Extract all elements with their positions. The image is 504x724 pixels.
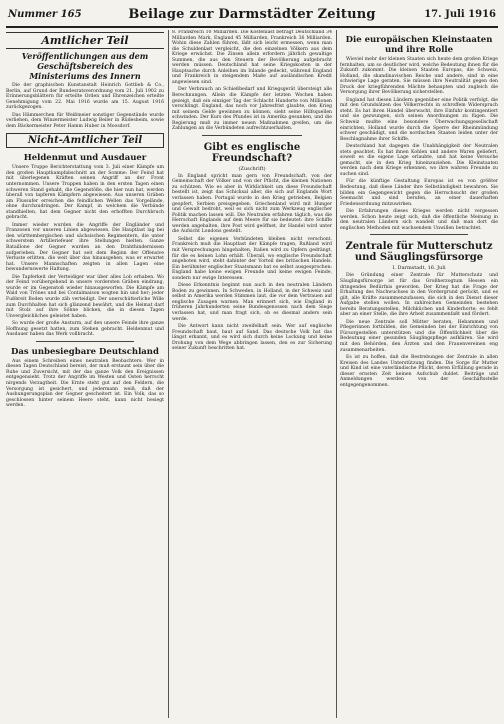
article-paragraph: Die neue Zentrale soll Mütter beraten, Hebammen und Pflegerinnen fortbilden, die Gemeinden bei der Einrichtung von Fürsorgestellen unterstützen und die Öffentlichkeit über die Bedeutung einer gesunden Säuglingspflege aufklären. Sie wird mit den Behörden, den Ärzten und den Frauenvereinen eng zusammenarbeiten. [340, 319, 498, 353]
column-rule [168, 30, 169, 718]
article-paragraph: Deutschland hat dagegen die Unabhängigkeit der Neutralen stets geachtet. Es hat ihnen Kohlen und andere Waren geliefert, soweit es die eigene Lage erlaubte, und hat keine Versuche gemacht, sie in den Krieg hineinzuziehen. Die Kleinstaaten werden nach dem Kriege erkennen, wo ihre wahren Freunde zu suchen sind. [340, 144, 498, 177]
column-right [340, 30, 498, 718]
article-byline: (Zuschrift) [238, 165, 266, 172]
article-paragraph: Die der graphischen Kunstanstalt Heinrich Gottlieb & Co., Berlin, auf Grund der Bundesratsverordnung vom 21. Juli 1902 zu Erinnerungsblättern für erteilte Orden und Ehrenzeichen erteilte Genehmigung vom 22. Mai 1916 wurde am 15. August 1916 zurückgezogen. [6, 83, 164, 111]
newspaper-page [6, 6, 498, 718]
article-paragraph: England hat diesen Ländern gegenüber eine Politik verfolgt, die mit den Grundsätzen des Völkerrechts in schroffem Widerspruch steht. Es hat ihren Handel überwacht, ihre Einfuhr kontingentiert und sie gezwungen, sich seinen Anordnungen zu fügen. Die Schweiz mußte eine besondere Überwachungsgesellschaft einrichten, Holland wurde durch die Sperre der Rheinmündung schwer geschädigt, und die nordischen Staaten leiden unter der Beschlagnahme ihrer Schiffe. [340, 97, 498, 142]
issue-number: Nummer 165 [8, 9, 82, 20]
issue-date: 17. Juli 1916 [424, 9, 496, 20]
article-paragraph: Die Antwort kann nicht zweifelhaft sein. Wer auf englische Freundschaft baut, baut auf Sand. Das deutsche Volk hat das längst erkannt, und es wird sich durch keine Lockung und keine Drohung von dem Wege abbringen lassen, den es zur Sicherung seiner Zukunft beschritten hat. [172, 324, 332, 352]
article-paragraph: Diese Erkenntnis beginnt nun auch in den neutralen Ländern Boden zu gewinnen. In Schweden, in Holland, in der Schweiz und selbst in Amerika werden Stimmen laut, die vor dem Vertrauen auf englische Zusagen warnen. Man erinnert sich, wie England in früheren Jahrhunderten seine Bundesgenossen nach dem Siege verlassen hat, und man fragt sich, ob es diesmal anders sein werde. [172, 283, 332, 322]
article-headline: Zentrale für Mutterschutz und Säuglingsfürsorge [345, 241, 493, 264]
article-paragraph: Immer wieder wurden die Angriffe der Engländer und Franzosen vor unseren Linien abgewiesen. Die Hauptlast lag bei den württembergischen und sächsischen Regimentern, die unter schwerstem Artilleriefeuer ihre Stellungen hielten. Ganze Bataillone der Gegner wurden an den Drahthindernissen aufgerieben. Der Gegner hat seit dem Beginn der Offensive Verluste erlitten, die weit über das hinausgehen, was er erwartet hat. Unsere Mannschaften zeigten in allen Lagen eine bewundernswerte Haltung. [6, 222, 164, 273]
column-left [6, 30, 164, 718]
article-paragraph: Es ist zu hoffen, daß die Bestrebungen der Zentrale in allen Kreisen des Landes Unterstützung finden. Die Sorge für Mutter und Kind ist eine vaterländische Pflicht, deren Erfüllung gerade in dieser ernsten Zeit keinen Aufschub duldet. Beiträge und Anmeldungen werden von der Geschäftsstelle entgegengenommen. [340, 355, 498, 388]
article-paragraph: Die Tapferkeit der Verteidiger war über alles Lob erhaben. Wo der Feind vorübergehend in unsere vordersten Gräben eindrang, wurde er im Gegenstoß wieder hinausgeworfen. Die Kämpfe am Wald von Trônes und bei Contalmaison wogten hin und her; jeder Fußbreit Boden wurde zäh verteidigt. Der unerschütterliche Wille zum Durchhalten hat sich glänzend bewährt, und die Heimat darf mit Stolz auf ihre Söhne blicken, die in diesen Tagen Unvergleichliches geleistet haben. [6, 274, 164, 319]
article-paragraph: Die Erfahrungen dieses Krieges werden nicht vergessen werden. Schon heute zeigt sich, daß die öffentliche Meinung in den neutralen Ländern sich wandelt und daß man dort die englischen Methoden mit wachsendem Unwillen betrachtet. [340, 209, 498, 231]
article-paragraph: So wurde der große Ansturm, auf den unsere Feinde ihre ganze Hoffnung gesetzt hatten, zum Stehen gebracht. Heldenmut und Ausdauer haben das Werk vollbracht. [6, 321, 164, 338]
section-subheading: Veröffentlichungen aus dem Geschäftsbereich des Ministeriums des Innern [21, 51, 149, 81]
article-paragraph: 8. Frankreich 10 Milliarden. Die Kostenlast beträgt Deutschland 34 Milliarden Mark, England 45 Milliarden, Frankreich 36 Milliarden. Wohin diese Zahlen führen, läßt sich leicht ermessen, wenn man die Schuldenlast vergleicht, die den einzelnen Völkern aus dem Kriege erwächst. Die Zinsen allein erfordern jährlich gewaltige Summen, die aus den Steuern der Bevölkerung aufgebracht werden müssen. Deutschland hat seine Kriegskosten in der Hauptsache durch Anleihen im Inlande gedeckt, während England und Frankreich in steigendem Maße auf ausländischen Kredit angewiesen sind. [172, 30, 332, 85]
article-paragraph: In England spricht man gern von Freundschaft, von der Gemeinschaft der Völker und von der Pflicht, die kleinen Nationen zu schützen. Wie es aber in Wirklichkeit um diese Freundschaft bestellt ist, zeigt das Schicksal aller, die sich auf Englands Wort verlassen haben. Portugal wurde in den Krieg getrieben, Belgien geopfert, Serbien preisgegeben. Griechenland wird mit Hunger und Gewalt bedroht, weil es sich nicht zum Werkzeug englischer Politik machen lassen will. Die Neutralen erfahren täglich, was die Herrschaft Englands auf dem Meere für sie bedeutet: ihre Schiffe werden angehalten, ihre Post wird geöffnet, ihr Handel wird unter die Aufsicht Londons gestellt. [172, 173, 332, 235]
article-paragraph: Unsere Truppe Berichterstattung vom 3. Juli einer Kämpfe um den großen Hauptkampfabschnitt an der Somme: Der Feind hat mit überlegenen Kräften seinen Angriff an der Front unternommen. Unsere Truppen haben in den ersten Tagen einen schweren Stand gehabt, die Gegenstöße, die hier nun hat, werden überall von tapferen Kämpfern abgewiesen. Aus unseren Gräben am Flussufer erreichen die feindlichen Wellen das Vorgelände, ohne durchzudringen. Der Kampf, in welchem die Verbände standhielten, hat dem Gegner nicht den erhofften Durchbruch gebracht. [6, 165, 164, 221]
article-paragraph: Das Hämmerchen für Weißmeier sonstiger Gegenstände wurde verliehen, dem Winzermeister Ludwig Beiler in Rüdesheim, sowie dem Bäckermeister Peter Hamm Huber in Moosdorf. [6, 112, 164, 129]
article-paragraph: Der Verbrauch an Schießbedarf und Kriegsgerät übersteigt alle Berechnungen. Allein die Kämpfe der letzten Wochen haben gezeigt, daß ein einziger Tag der Schlacht Hunderte von Millionen verschlingt. England, das noch vor Jahresfrist glaubte, den Krieg mit seinem Gelde gewinnen zu können, sieht seine Hilfsquellen schwinden. Der Kurs des Pfundes ist in Amerika gesunken, und die Regierung muß zu immer neuen Maßnahmen greifen, um die Zahlungen an die Verbündeten aufrechtzuerhalten. [172, 87, 332, 132]
article-headline: Gibt es englische Freundschaft? [203, 141, 301, 164]
article-paragraph: Für die künftige Gestaltung Europas ist es von größter Bedeutung, daß diese Länder ihre Selbständigkeit bewahren. Sie bilden ein Gegengewicht gegen die Herrschsucht der großen Seemacht und sind berufen, an einer dauerhaften Friedensordnung mitzuwirken. [340, 179, 498, 207]
article-paragraph: Aus einem Schreiben eines neutralen Beobachters: Wer in diesen Tagen Deutschland bereist, der muß erstaunt sein über die Ruhe und Zuversicht, mit der das ganze Volk den Ereignissen entgegensieht. Trotz der Angriffe im Westen und Osten herrscht nirgends Verzagtheit. Die Ernte steht gut auf den Feldern, die Versorgung ist gesichert, und jedermann weiß, daß der Aushungerungsplan der Gegner gescheitert ist. Ein Volk, das so geschlossen hinter seinem Heere steht, kann nicht besiegt werden. [6, 358, 164, 409]
section-heading-official: Amtlicher Teil [6, 32, 164, 49]
column-middle [172, 30, 332, 718]
article-dateline: I. Darmstadt, 16. Juli [392, 265, 446, 272]
column-rule [336, 30, 337, 718]
article-headline: Die europäischen Kleinstaaten und ihre Rolle [345, 35, 493, 55]
article-paragraph: Die Gründung einer Zentrale für Mutterschutz und Säuglingsfürsorge ist für das Großherzogtum Hessen ein dringendes Bedürfnis geworden. Der Krieg hat die Frage der Erhaltung des Nachwuchses in den Vordergrund gerückt, und es gilt, alle Kräfte zusammenzufassen, die sich in den Dienst dieser Aufgabe stellen wollen. In zahlreichen Gemeinden bestehen bereits Beratungsstellen, Milchküchen und Kinderhorte; es fehlt aber an einer Stelle, die ihre Arbeit zusammenfaßt und fördert. [340, 273, 498, 318]
article-headline: Das unbesiegbare Deutschland [11, 346, 159, 357]
masthead [6, 6, 498, 28]
article-paragraph: Selbst die eigenen Verbündeten bleiben nicht verschont. Frankreich muß die Hauptlast der Kämpfe tragen, Rußland wird mit Versprechungen hingehalten, Italien wird zu Opfern gedrängt, für die es keinen Lohn erhält. Überall, wo englische Freundschaft angeboten wird, steht dahinter der Vorteil des britischen Handels. Ein berühmter englischer Staatsmann hat es selbst ausgesprochen: England habe keine ewigen Freunde und keine ewigen Feinde, sondern nur ewige Interessen. [172, 236, 332, 281]
divider [36, 341, 134, 342]
newspaper-title: Beilage zur Darmstädter Zeitung [128, 7, 376, 22]
divider [202, 135, 302, 136]
article-headline: Heldenmut und Ausdauer [23, 153, 147, 164]
article-paragraph: Wieviel mehr der kleinen Staaten sich heute dem großen Kriege fernhalten, um so deutlicher wird, welche Bedeutung ihnen für die Zukunft zukommt. Die kleinen Staaten Europas, die Schweiz, Holland, die skandinavischen Reiche und andere, sind in eine schwierige Lage geraten. Sie müssen ihre Neutralität gegen den Druck der kriegführenden Mächte behaupten und zugleich die Versorgung ihrer Bevölkerung sicherstellen. [340, 57, 498, 96]
divider [370, 234, 468, 235]
section-heading-unofficial: Nicht-Amtlicher Teil [6, 133, 164, 148]
